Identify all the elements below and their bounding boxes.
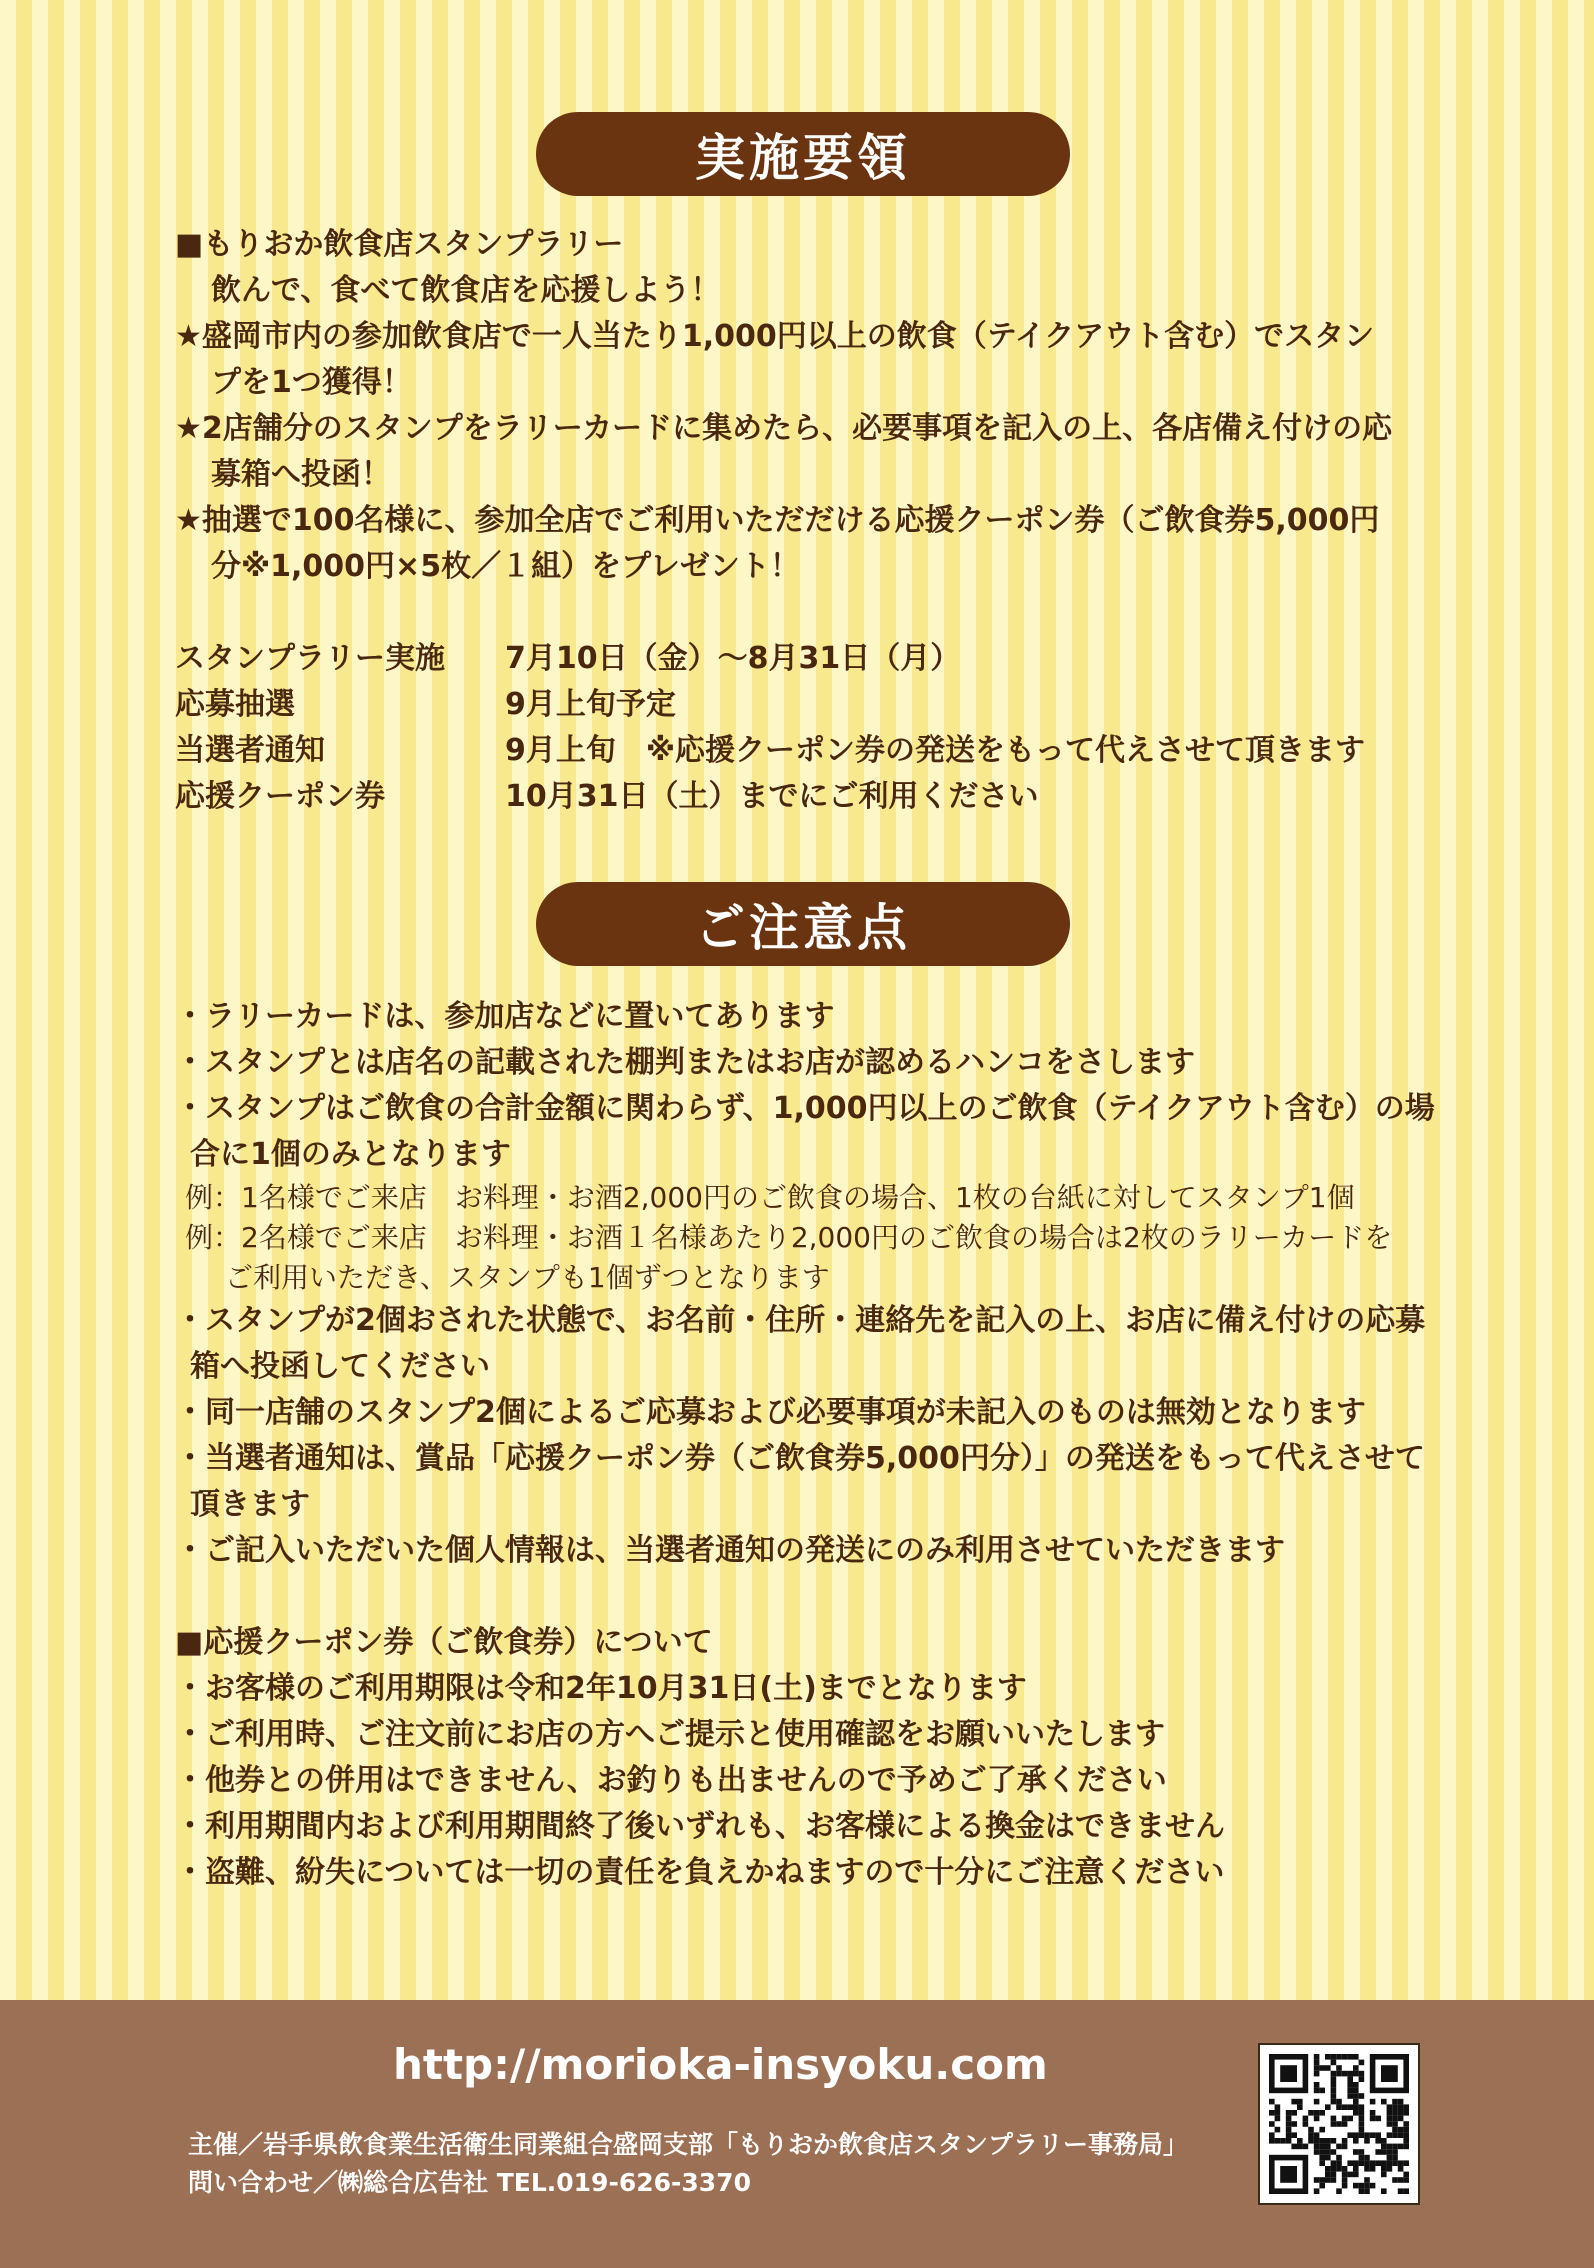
note-line: ・スタンプはご飲食の合計金額に関わらず、1,000円以上のご飲食（テイクアウト含む）の場 (175, 1091, 1435, 1126)
schedule-row (175, 636, 1415, 682)
coupon-note-line: ・お客様のご利用期限は令和2年10月31日(土)までとなります (175, 1671, 1027, 1706)
section-heading-implementation: 実施要領 (536, 112, 1070, 196)
note-line: 箱へ投函してください (190, 1349, 490, 1384)
footer (0, 2000, 1594, 2268)
example-line: 例：1名様でご来店 お料理・お酒2,000円のご飲食の場合、1枚の台紙に対してスタンプ1個 (185, 1181, 1355, 1214)
schedule-label: 当選者通知 (175, 733, 325, 768)
schedule-row (175, 682, 1415, 728)
rule-line: プを1つ獲得！ (211, 365, 412, 400)
schedule-row (175, 728, 1415, 774)
event-title: ■もりおか飲食店スタンプラリー (175, 227, 624, 262)
schedule-label: 応援クーポン券 (175, 779, 385, 814)
note-line: ・同一店舗のスタンプ2個によるご応募および必要事項が未記入のものは無効となります (175, 1395, 1366, 1430)
contact-text: 問い合わせ／㈱総合広告社 TEL.019-626-3370 (188, 2168, 751, 2197)
qr-code-icon (1258, 2043, 1420, 2205)
note-line: ・当選者通知は、賞品「応援クーポン券（ご飲食券5,000円分）」の発送をもって代えさせて (175, 1441, 1425, 1476)
schedule-value: 10月31日（土）までにご利用ください (505, 779, 1039, 814)
schedule-label: 応募抽選 (175, 687, 295, 722)
note-line: 頂きます (190, 1487, 310, 1522)
note-line: ・スタンプが2個おされた状態で、お名前・住所・連絡先を記入の上、お店に備え付けの応募 (175, 1303, 1426, 1338)
implementation-details (175, 222, 1415, 820)
note-line: 合に1個のみとなります (190, 1137, 511, 1172)
schedule-value: 9月上旬予定 (505, 687, 676, 722)
schedule-value: 7月10日（金）〜8月31日（月） (505, 641, 961, 676)
website-link[interactable]: http://morioka-insyoku.com (393, 2040, 1048, 2089)
note-line: ・ラリーカードは、参加店などに置いてあります (175, 999, 835, 1034)
coupon-note-line: ・他券との併用はできません、お釣りも出ませんので予めご了承ください (175, 1763, 1167, 1798)
rule-line: 分※1,000円×5枚／１組）をプレゼント！ (211, 549, 800, 584)
example-line: 例：2名様でご来店 お料理・お酒１名様あたり2,000円のご飲食の場合は2枚のラリーカードを (185, 1221, 1393, 1254)
example-line: ご利用いただき、スタンプも1個ずつとなります (225, 1261, 830, 1294)
rule-line: ★盛岡市内の参加飲食店で一人当たり1,000円以上の飲食（テイクアウト含む）でスタン (175, 319, 1375, 354)
coupon-section-title: ■応援クーポン券（ご飲食券）について (175, 1625, 713, 1660)
coupon-note-line: ・ご利用時、ご注文前にお店の方へご提示と使用確認をお願いいたします (175, 1717, 1165, 1752)
section-heading-notes: ご注意点 (536, 882, 1070, 966)
organizer-text: 主催／岩手県飲食業生活衛生同業組合盛岡支部「もりおか飲食店スタンプラリー事務局」 (188, 2130, 1189, 2159)
coupon-note-line: ・利用期間内および利用期間終了後いずれも、お客様による換金はできません (175, 1809, 1225, 1844)
notes-list (175, 994, 1435, 1896)
rule-line: 募箱へ投函！ (211, 457, 391, 492)
note-line: ・スタンプとは店名の記載された棚判またはお店が認めるハンコをさします (175, 1045, 1195, 1080)
note-line: ・ご記入いただいた個人情報は、当選者通知の発送にのみ利用させていただきます (175, 1533, 1285, 1568)
schedule-value: 9月上旬 ※応援クーポン券の発送をもって代えさせて頂きます (505, 733, 1366, 768)
rule-line: ★2店舗分のスタンプをラリーカードに集めたら、必要事項を記入の上、各店備え付けの応 (175, 411, 1393, 446)
event-tagline: 飲んで、食べて飲食店を応援しよう！ (211, 273, 721, 308)
schedule-row (175, 774, 1415, 820)
schedule-label: スタンプラリー実施 (175, 641, 445, 676)
coupon-note-line: ・盗難、紛失については一切の責任を負えかねますので十分にご注意ください (175, 1855, 1225, 1890)
rule-line: ★抽選で100名様に、参加全店でご利用いただだける応援クーポン券（ご飲食券5,000円 (175, 503, 1380, 538)
